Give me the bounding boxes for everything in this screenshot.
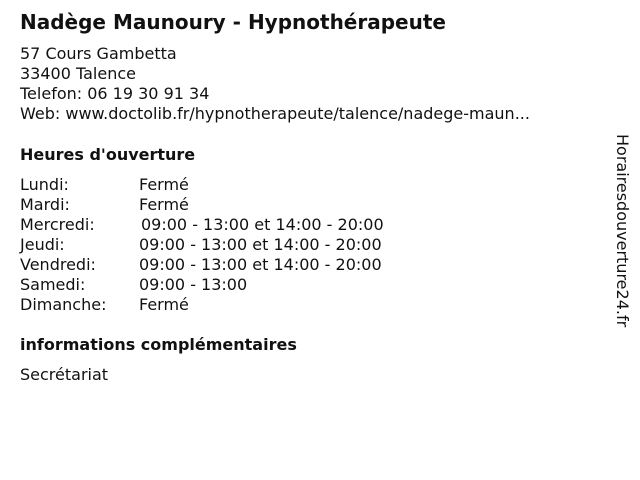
address-block xyxy=(20,44,530,124)
time-value: 09:00 - 13:00 et 14:00 - 20:00 xyxy=(141,215,384,234)
city-address: 33400 Talence xyxy=(20,64,136,83)
website-link[interactable]: Web: www.doctolib.fr/hypnotherapeute/talence/nadege-maun... xyxy=(20,104,530,123)
time-value: Fermé xyxy=(139,195,189,214)
day-label: Jeudi: xyxy=(20,235,65,254)
day-label: Lundi: xyxy=(20,175,69,194)
additional-info-text: Secrétariat xyxy=(20,365,109,384)
day-label: Vendredi: xyxy=(20,255,96,274)
day-label: Mercredi: xyxy=(20,215,95,234)
vertical-site-brand xyxy=(600,134,640,374)
day-label: Samedi: xyxy=(20,275,86,294)
hours-heading: Heures d'ouverture xyxy=(20,145,196,164)
street-address: 57 Cours Gambetta xyxy=(20,44,177,63)
time-value: 09:00 - 13:00 et 14:00 - 20:00 xyxy=(139,255,382,274)
phone-number: Telefon: 06 19 30 91 34 xyxy=(20,84,210,103)
day-label: Dimanche: xyxy=(20,295,107,314)
page-title: Nadège Maunoury - Hypnothérapeute xyxy=(20,10,446,34)
day-label: Mardi: xyxy=(20,195,70,214)
time-value: Fermé xyxy=(139,175,189,194)
additional-info-heading: informations complémentaires xyxy=(20,335,297,354)
time-value: Fermé xyxy=(139,295,189,314)
time-value: 09:00 - 13:00 et 14:00 - 20:00 xyxy=(139,235,382,254)
site-brand-text: Horairesdouverture24.fr xyxy=(613,134,632,328)
time-value: 09:00 - 13:00 xyxy=(139,275,248,294)
